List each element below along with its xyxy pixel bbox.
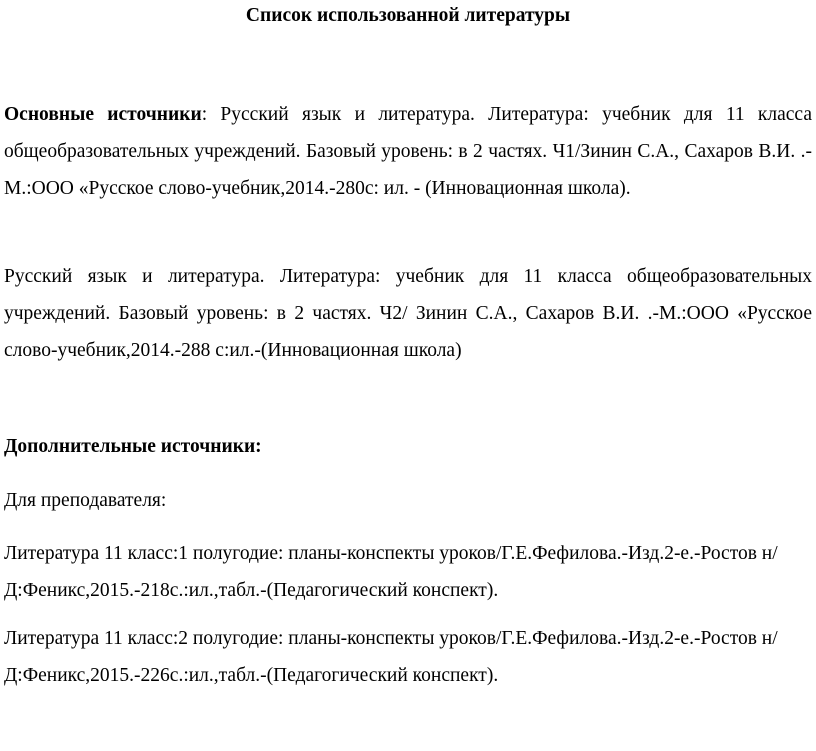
main-sources-text: Русский язык и литература. Литература: учебник для 11 класса общеобразовательных учреждений. Базовый уровень: в 2 частях. Ч1/Зинин С.А., Сахаров В.И. .-М.:ООО «Русское слово-учебник,2014.-280с: ил. - (Инновационная школа). [4, 104, 812, 199]
additional-reference-item: Литература 11 класс:1 полугодие: планы-конспекты уроков/Г.Е.Фефилова.-Изд.2-е.-Ростов н/Д:Феникс,2015.-218с.:ил.,табл.-(Педагогический конспект). [4, 543, 778, 601]
additional-sources-heading: Дополнительные источники: [4, 436, 262, 457]
main-sources-heading: Основные источники [4, 104, 202, 125]
second-source-paragraph: Русский язык и литература. Литература: учебник для 11 класса общеобразовательных учреждений. Базовый уровень: в 2 частях. Ч2/ Зинин С.А., Сахаров В.И. .-М.:ООО «Русское слово-учебник,2014.-288 с:ил.-(Инновационная школа) [4, 266, 812, 361]
main-sources-paragraph [4, 96, 812, 207]
main-sources-separator: : [201, 104, 208, 125]
for-teacher-label: Для преподавателя: [4, 490, 167, 511]
document-title: Список использованной литературы [245, 5, 571, 26]
additional-reference-item: Литература 11 класс:2 полугодие: планы-конспекты уроков/Г.Е.Фефилова.-Изд.2-е.-Ростов н/Д:Феникс,2015.-226с.:ил.,табл.-(Педагогический конспект). [4, 628, 778, 686]
